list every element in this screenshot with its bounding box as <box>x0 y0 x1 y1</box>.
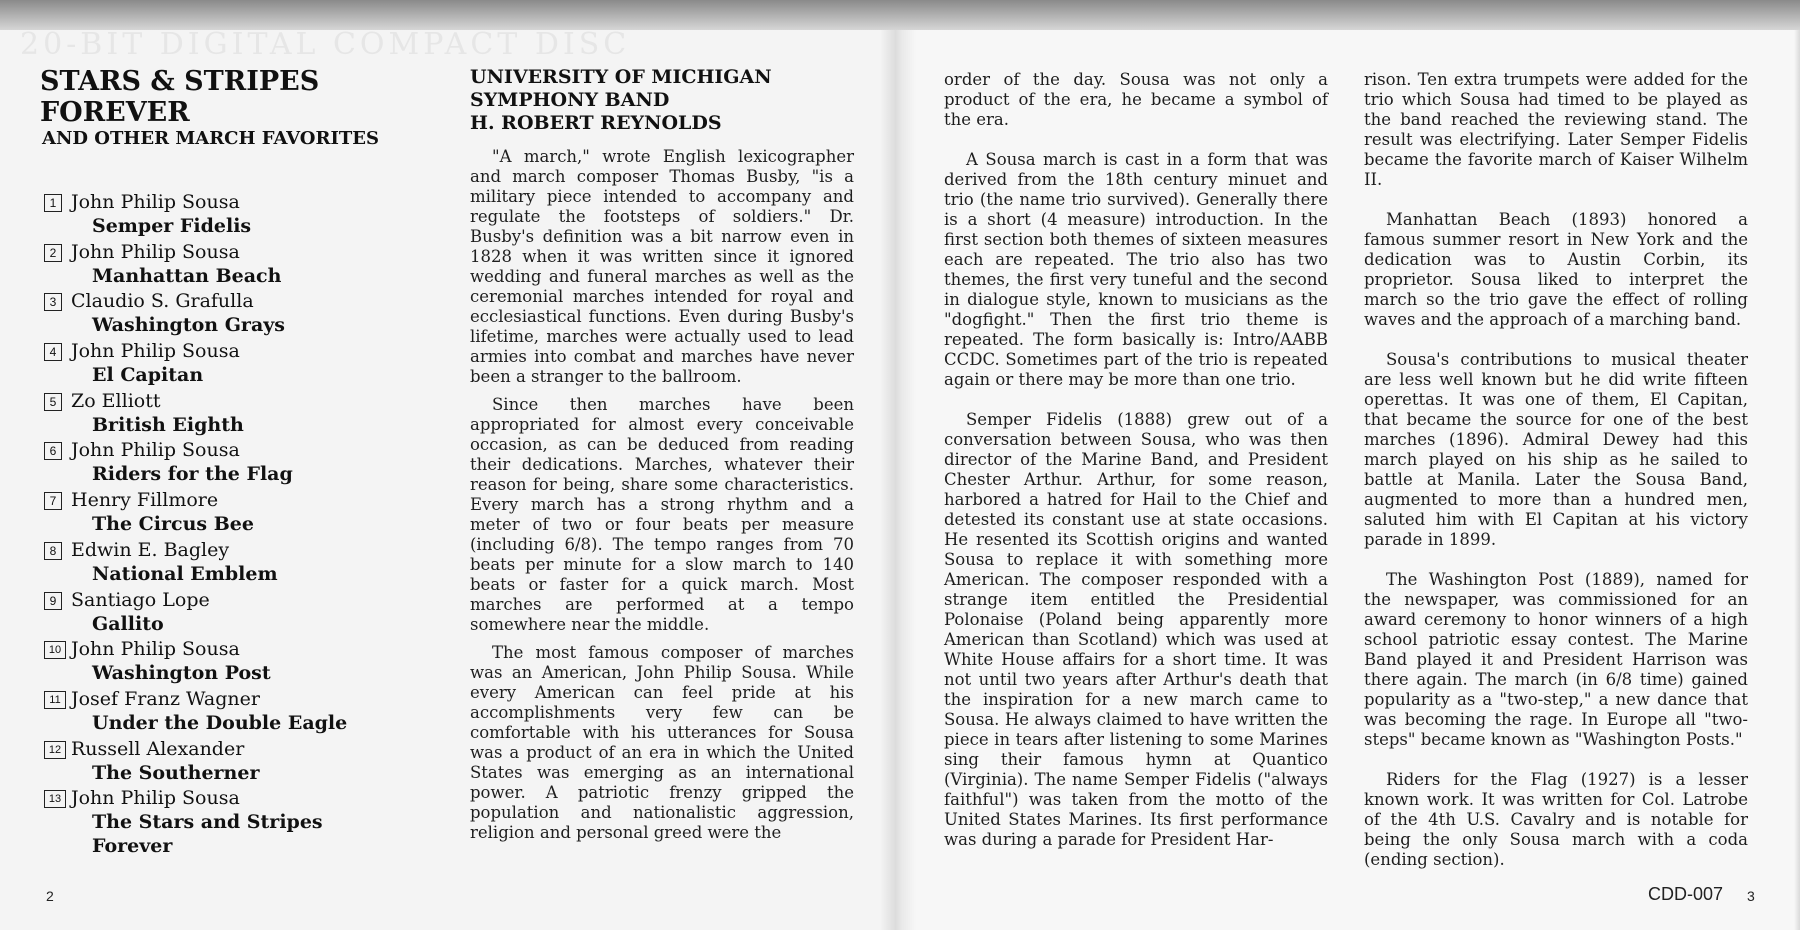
track-item <box>40 488 440 538</box>
track-number: 8 <box>44 542 62 560</box>
track-composer: John Philip Sousa <box>71 439 240 462</box>
track-title: The Circus Bee <box>92 513 254 536</box>
tracklist <box>40 190 440 858</box>
notes-body-1 <box>470 147 854 843</box>
page-number-left: 2 <box>46 888 54 904</box>
track-item <box>40 687 440 737</box>
track-number: 5 <box>44 393 62 411</box>
notes-paragraph: Semper Fidelis (1888) grew out of a conversation between Sousa, who was then director of the Marine Band, and President Chester Arthur. Arthur, for some reason, harbored a hatred for Hail to the Chief and detested its constant use at state occasions. He resented its Scottish origins and wanted Sousa to replace it with something more American. The composer responded with a strange item entitled the Presidential Polonaise (Poland being apparently more American than Scotland) which was used at White House affairs for a short time. It was not until two years after Arthur's death that the inspiration for a new march came to Sousa. He always claimed to have written the piece in tears after listening to some Marines sing their famous hymn at Quantico (Virginia). The name Semper Fidelis ("always faithful") was taken from the motto of the United States Marines. Its first performance was during a parade for President Har- <box>944 410 1328 849</box>
notes-paragraph: Manhattan Beach (1893) honored a famous summer resort in New York and the dedication was to Austin Corbin, its proprietor. Sousa liked to interpret the march so the trio gave the effect of rolling waves and the approach of a marching band. <box>1364 210 1748 329</box>
track-number: 3 <box>44 293 62 311</box>
track-title: Riders for the Flag <box>92 463 293 486</box>
page-number-right: 3 <box>1747 888 1755 904</box>
track-number: 9 <box>44 592 62 610</box>
notes-paragraph: rison. Ten extra trumpets were added for the trio which Sousa had timed to be played as the band reached the reviewing stand. The result was electrifying. Later Semper Fidelis became the favorite march of Kaiser Wilhelm II. <box>1364 70 1748 189</box>
orchestra-name-line1: UNIVERSITY OF MICHIGAN <box>470 66 772 88</box>
track-title: British Eighth <box>92 413 244 436</box>
track-item <box>40 637 440 687</box>
notes-paragraph: A Sousa march is cast in a form that was derived from the 18th century minuet and trio (the name trio survived). Generally there is a short (4 measure) introduction. In the first section both themes of sixteen measures each are repeated. The trio also has two themes, the first very tuneful and the second in dialogue style, known to musicians as the "dogfight." Then the first trio theme is repeated. The form basically is: Intro/AABB CCDC. Sometimes part of the trio is repeated again or there may be more than one trio. <box>944 150 1328 389</box>
album-title-line1: STARS & STRIPES <box>40 66 320 97</box>
tracklist-column <box>40 66 440 858</box>
conductor-name: H. ROBERT REYNOLDS <box>470 112 722 134</box>
track-title: The Southerner <box>92 761 260 784</box>
track-item <box>40 538 440 588</box>
track-title: Washington Post <box>92 662 271 685</box>
track-title: Gallito <box>92 612 164 635</box>
notes-paragraph: The Washington Post (1889), named for the newspaper, was commissioned for an award ceremony to honor winners of a high school patriotic essay contest. The Marine Band played it and President Harrison was there again. The march (in 6/8 time) gained popularity as a "two-step," a new dance that was becoming the rage. In Europe all "two-steps" became known as "Washington Posts." <box>1364 570 1748 749</box>
track-composer: John Philip Sousa <box>71 638 240 661</box>
track-composer: Claudio S. Grafulla <box>71 290 254 313</box>
track-title: El Capitan <box>92 364 204 387</box>
header-bleed-text: 20-BIT DIGITAL COMPACT DISC <box>20 30 631 60</box>
track-composer: John Philip Sousa <box>71 240 240 263</box>
track-title: National Emblem <box>92 562 278 585</box>
track-number: 4 <box>44 343 62 361</box>
album-title <box>40 66 440 128</box>
page-gutter <box>880 30 916 930</box>
track-item <box>40 438 440 488</box>
notes-paragraph: Since then marches have been appropriated for almost every conceivable occasion, as can be deduced from reading their dedications. Marches, whatever their reason for being, share some characteristics. Every march has a strong rhythm and a meter of two or four beats per measure (including 6/8). The tempo ranges from 70 beats per minute for a slow march to 140 beats or faster for a quick march. Most marches are performed at a tempo somewhere near the middle. <box>470 395 854 634</box>
track-composer: Edwin E. Bagley <box>71 538 230 561</box>
track-item <box>40 339 440 389</box>
notes-column-3 <box>1364 70 1748 890</box>
track-title: Washington Grays <box>92 314 285 337</box>
notes-paragraph: Riders for the Flag (1927) is a lesser known work. It was written for Col. Latrobe of the 4th U.S. Cavalry and is notable for being the only Sousa march with a coda (ending section). <box>1364 770 1748 869</box>
track-item <box>40 737 440 787</box>
track-title: Semper Fidelis <box>92 215 252 237</box>
track-composer: Henry Fillmore <box>71 489 219 512</box>
track-composer: John Philip Sousa <box>71 340 240 363</box>
page-edge-shadow <box>1794 30 1800 930</box>
track-number: 13 <box>44 790 66 808</box>
track-item <box>40 786 440 858</box>
notes-column-2 <box>944 70 1328 870</box>
notes-paragraph: order of the day. Sousa was not only a product of the era, he became a symbol of the era. <box>944 70 1328 129</box>
track-title: Manhattan Beach <box>92 264 282 287</box>
notes-paragraph: Sousa's contributions to musical theater are less well known but he did write fifteen operettas. It was one of them, El Capitan, that became the source for one of the best marches (1896). Admiral Dewey had this march played on his ship as he sailed to battle at Manila. Later the Sousa Band, augmented to more than a hundred men, saluted him with El Capitan at his victory parade in 1899. <box>1364 350 1748 549</box>
track-composer: Zo Elliott <box>71 389 161 412</box>
catalog-number: CDD-007 <box>1648 884 1724 904</box>
track-composer: Josef Franz Wagner <box>71 687 260 710</box>
notes-paragraph: "A march," wrote English lexicographer and march composer Thomas Busby, "is a military piece intended to accompany and regulate the footsteps of soldiers." Dr. Busby's definition was a bit narrow even in 1828 when it was written since it ignored wedding and funeral marches as well as the ceremonial marches intended for royal and ecclesiastical functions. Even during Busby's lifetime, marches were actually used to lead armies into combat and marches have never been a stranger to the ballroom. <box>470 147 854 386</box>
track-composer: John Philip Sousa <box>71 787 240 810</box>
track-title: Under the Double Eagle <box>92 711 348 734</box>
notes-paragraph: The most famous composer of marches was an American, John Philip Sousa. While every American can feel pride at his accomplishments very few can be comfortable with his utterances for Sousa was a product of an era in which the United States was emerging as an international power. A patriotic frenzy gripped the population and nationalistic aggression, religion and personal greed were the <box>470 643 854 842</box>
track-number: 12 <box>44 741 66 759</box>
album-subtitle: AND OTHER MARCH FAVORITES <box>42 128 379 149</box>
track-composer: Russell Alexander <box>71 737 245 760</box>
track-item <box>40 588 440 638</box>
album-title-line2: FOREVER <box>40 97 190 128</box>
track-number: 10 <box>44 641 66 659</box>
track-item <box>40 190 440 240</box>
track-item <box>40 389 440 439</box>
performer-credit <box>470 66 854 135</box>
track-item <box>40 289 440 339</box>
track-number: 1 <box>44 194 62 212</box>
track-title-continued: Forever <box>92 835 173 858</box>
notes-column-1 <box>470 66 854 851</box>
orchestra-name-line2: SYMPHONY BAND <box>470 89 670 111</box>
track-composer: John Philip Sousa <box>71 191 240 213</box>
scan-top-shadow <box>0 0 1800 30</box>
track-number: 7 <box>44 492 62 510</box>
track-number: 2 <box>44 244 62 262</box>
track-composer: Santiago Lope <box>71 588 210 611</box>
track-title: The Stars and Stripes <box>92 811 323 834</box>
track-number: 11 <box>44 691 66 709</box>
notes-body-3 <box>1364 70 1748 870</box>
track-number: 6 <box>44 442 62 460</box>
notes-body-2 <box>944 70 1328 850</box>
track-item <box>40 240 440 290</box>
